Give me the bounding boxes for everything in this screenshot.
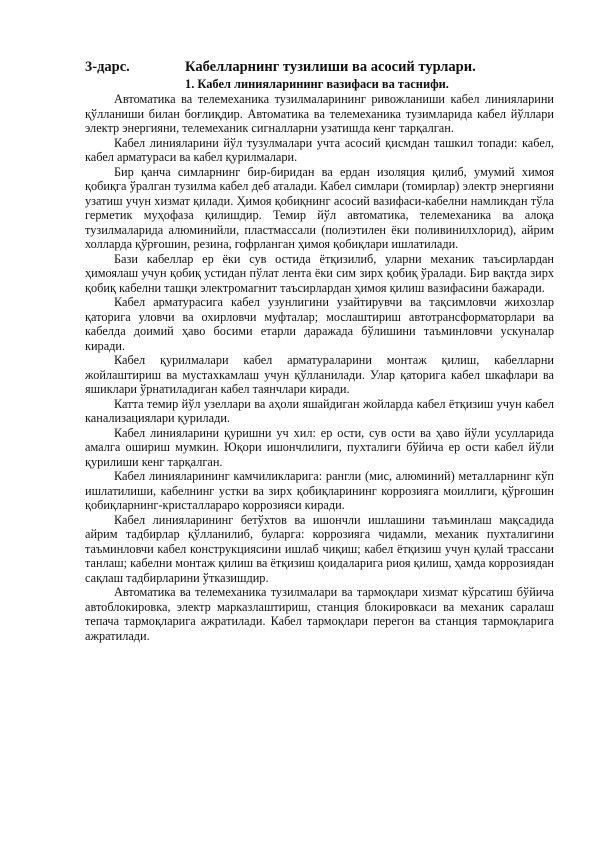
lesson-title: Кабелларнинг тузилиши ва асосий турлари. — [185, 59, 476, 75]
paragraph: Кабел линияларини қуришни уч хил: ер ости, сув ости ва ҳаво йўли усулларида амалга ошириш мумкин. Юқори ишончлилиги, пухталиги бўйича ер ости кабел йўли қурилиши кенг тарқалган. — [85, 425, 554, 469]
paragraph: Кабел қурилмалари кабел арматураларини монтаж қилиш, кабелларни жойлаштириш ва мустахкамлаш учун қўлланилади. Улар қаторига кабел шкафлари ва яшиклари ўрнатиладиган кабел таянчлари киради. — [85, 353, 554, 396]
section-subtitle: 1. Кабел линияларининг вазифаси ва таснифи. — [185, 77, 449, 91]
paragraph: Бази кабеллар ер ёки сув остида ётқизилиб, уларни механик таъсирлардан ҳимоялаш учун қобиқ устидан пўлат лента ёки сим зирх қобиқ ўралади. Бир вақтда зирх қобиқ кабелни ташқи электромагнит таъсирлардан ҳимоя қилиш вазифасини бажаради. — [85, 251, 554, 295]
paragraph: Кабел линияларини йўл тузулмалари учта асосий қисмдан ташкил топади: кабел, кабел арматураси ва кабел қурилмалари. — [85, 135, 554, 164]
lesson-number: 3-дарс. — [85, 59, 130, 75]
paragraph: Автоматика ва телемеханика тузилмаларининг ривожланиши кабел линияларини қўлланиши билан боғлиқдир. Автоматика ва телемеханика тузимларида кабел йўллари электр энергияни, телемеханик сигналларни узатишда кенг тарқалган. — [85, 92, 554, 135]
document-page — [85, 58, 554, 643]
paragraph: Кабел линияларининг камчиликларига: рангли (мис, алюминий) металларнинг кўп ишлатилиши, кабелнинг устки ва зирх қобиқларининг коррозияга моиллиги, қўрғошин қобиқларнинг-кристаллараро коррозияси киради. — [85, 469, 554, 512]
paragraph: Кабел арматурасига кабел узунлигини узайтирувчи ва тақсимловчи жихозлар қаторига уловчи ва охирловчи муфталар; мослаштириш автотрансформаторлари ва кабелда доимий ҳаво босими етарли даражада бўлишини таъминловчи ускуналар киради. — [85, 295, 554, 353]
body-text — [85, 92, 554, 643]
paragraph: Катта темир йўл узеллари ва аҳоли яшайдиган жойларда кабел ётқизиш учун кабел канализациялари қурилади. — [85, 396, 554, 425]
paragraph: Автоматика ва телемеханика тузилмалари ва тармоқлари хизмат кўрсатиш бўйича автоблокировка, электр марказлаштириш, станция блокировкаси ва механик саралаш тепача тармоқларига ажратилади. Кабел тармоқлари перегон ва станция тармоқларига ажратилади. — [85, 585, 554, 643]
paragraph: Бир қанча симларнинг бир-биридан ва ердан изоляция қилиб, умумий химоя қобиқга ўралган тузилма кабел деб аталади. Кабел симлари (томирлар) электр энергияни узатиш учун хизмат қилади. Ҳимоя қобиқнинг асосий вазифаси-кабелни намликдан тўла герметик муҳофаза қилишдир. Темир йўл автоматика, телемеханика ва алоқа тузилмаларида алюминийли, пластмассали (полиэтилен ёки поливинилхлорид), айрим холларда қўрғошин, резина, гофрланган ҳимоя қобиқлари ишлатилади. — [85, 164, 554, 251]
lesson-header — [85, 58, 554, 76]
paragraph: Кабел линияларининг бетўхтов ва ишончли ишлашини таъминлаш мақсадида айрим тадбирлар қўлланилиб, буларга: коррозияга чидамли, механик пухталигини таъминловчи кабел конструкциясини ишлаб чиқиш; кабел ётқизиш учун қулай трассани танлаш; кабелни монтаж қилиш ва ётқизиш қоидаларига риоя қилиш, ҳамда коррозиядан сақлаш тадбирларини ўтказишдир. — [85, 512, 554, 585]
